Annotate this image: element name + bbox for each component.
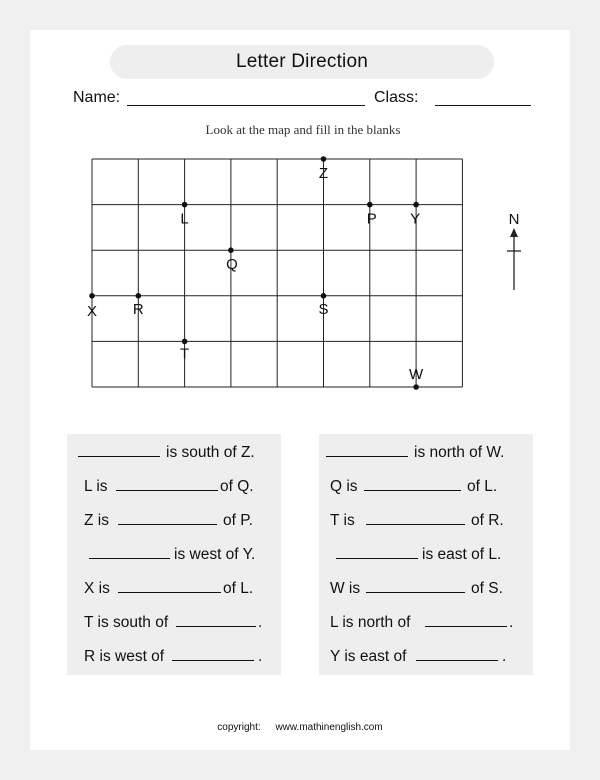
point-y-dot bbox=[413, 202, 419, 208]
question-suffix: of R. bbox=[471, 512, 504, 529]
point-x-dot bbox=[89, 293, 95, 299]
compass-north-label: N bbox=[508, 211, 520, 228]
question-prefix: Q is bbox=[330, 478, 358, 495]
question-prefix: W is bbox=[330, 580, 361, 597]
footer bbox=[30, 722, 570, 733]
right-question-7 bbox=[330, 646, 506, 668]
point-z-dot bbox=[321, 156, 327, 162]
answer-blank[interactable] bbox=[176, 612, 256, 627]
website-text: www.mathinenglish.com bbox=[275, 722, 383, 733]
answer-blank[interactable] bbox=[326, 442, 408, 457]
answer-blank[interactable] bbox=[89, 544, 170, 559]
copyright-label: copyright: bbox=[217, 722, 261, 733]
point-r-label: R bbox=[132, 300, 144, 318]
right-question-1 bbox=[326, 442, 504, 464]
question-suffix: . bbox=[258, 614, 263, 631]
question-suffix: is east of L. bbox=[422, 546, 502, 563]
question-suffix: of S. bbox=[471, 580, 503, 597]
name-label: Name: bbox=[73, 89, 121, 106]
point-q-label: Q bbox=[226, 256, 238, 274]
right-question-4 bbox=[336, 544, 501, 566]
answer-blank[interactable] bbox=[172, 646, 254, 661]
point-y-label: Y bbox=[410, 210, 421, 228]
left-question-3 bbox=[84, 510, 253, 532]
question-prefix: L is bbox=[84, 478, 108, 495]
point-q-dot bbox=[228, 247, 234, 253]
question-prefix: T is south of bbox=[84, 614, 169, 631]
point-p-dot bbox=[367, 202, 373, 208]
map-points bbox=[87, 156, 424, 390]
answer-blank[interactable] bbox=[364, 476, 461, 491]
answer-blank[interactable] bbox=[118, 578, 221, 593]
left-question-5 bbox=[84, 578, 253, 600]
question-suffix: is north of W. bbox=[414, 444, 505, 461]
point-s-dot bbox=[321, 293, 327, 299]
point-x-label: X bbox=[86, 302, 98, 320]
answer-blank[interactable] bbox=[336, 544, 418, 559]
direction-map bbox=[30, 30, 570, 430]
question-prefix: T is bbox=[330, 512, 355, 529]
question-suffix: of L. bbox=[467, 478, 498, 495]
question-suffix: of L. bbox=[223, 580, 254, 597]
point-s-label: S bbox=[318, 300, 329, 318]
answer-blank[interactable] bbox=[118, 510, 217, 525]
point-w-label: W bbox=[409, 366, 424, 383]
answer-blank[interactable] bbox=[425, 612, 507, 627]
question-prefix: Z is bbox=[84, 512, 109, 529]
right-question-3 bbox=[330, 510, 504, 532]
left-question-1 bbox=[78, 442, 255, 464]
worksheet-page bbox=[30, 30, 570, 750]
right-question-5 bbox=[330, 578, 503, 600]
answer-blank[interactable] bbox=[116, 476, 218, 491]
point-t-label: T bbox=[180, 345, 190, 363]
answer-blank[interactable] bbox=[366, 510, 465, 525]
answer-blank[interactable] bbox=[366, 578, 465, 593]
point-p-label: P bbox=[366, 210, 377, 228]
left-question-6 bbox=[84, 612, 262, 634]
point-r-dot bbox=[136, 293, 142, 299]
right-question-2 bbox=[330, 476, 497, 498]
question-prefix: L is north of bbox=[330, 614, 411, 631]
point-l-label: L bbox=[180, 210, 189, 228]
class-label: Class: bbox=[374, 89, 419, 106]
right-question-6 bbox=[330, 612, 513, 634]
map-grid bbox=[92, 159, 462, 387]
point-w-dot bbox=[413, 384, 419, 390]
question-suffix: is west of Y. bbox=[174, 546, 256, 563]
question-suffix: . bbox=[509, 614, 514, 631]
question-suffix: . bbox=[502, 648, 507, 665]
compass bbox=[507, 211, 521, 290]
answer-blank[interactable] bbox=[416, 646, 498, 661]
question-prefix: X is bbox=[84, 580, 110, 597]
question-suffix: . bbox=[258, 648, 263, 665]
question-prefix: Y is east of bbox=[330, 648, 407, 665]
answer-blank[interactable] bbox=[78, 442, 160, 457]
compass-arrow-icon bbox=[510, 228, 518, 237]
point-l-dot bbox=[182, 202, 188, 208]
left-question-2 bbox=[84, 476, 254, 498]
question-suffix: of P. bbox=[223, 512, 253, 529]
instruction-text: Look at the map and fill in the blanks bbox=[205, 122, 401, 137]
question-suffix: of Q. bbox=[220, 478, 254, 495]
left-question-7 bbox=[84, 646, 262, 668]
point-z-label: Z bbox=[318, 165, 329, 182]
worksheet-title: Letter Direction bbox=[110, 45, 494, 79]
point-t-dot bbox=[182, 339, 188, 345]
question-suffix: is south of Z. bbox=[166, 444, 255, 461]
question-prefix: R is west of bbox=[84, 648, 165, 665]
left-question-4 bbox=[89, 544, 255, 566]
